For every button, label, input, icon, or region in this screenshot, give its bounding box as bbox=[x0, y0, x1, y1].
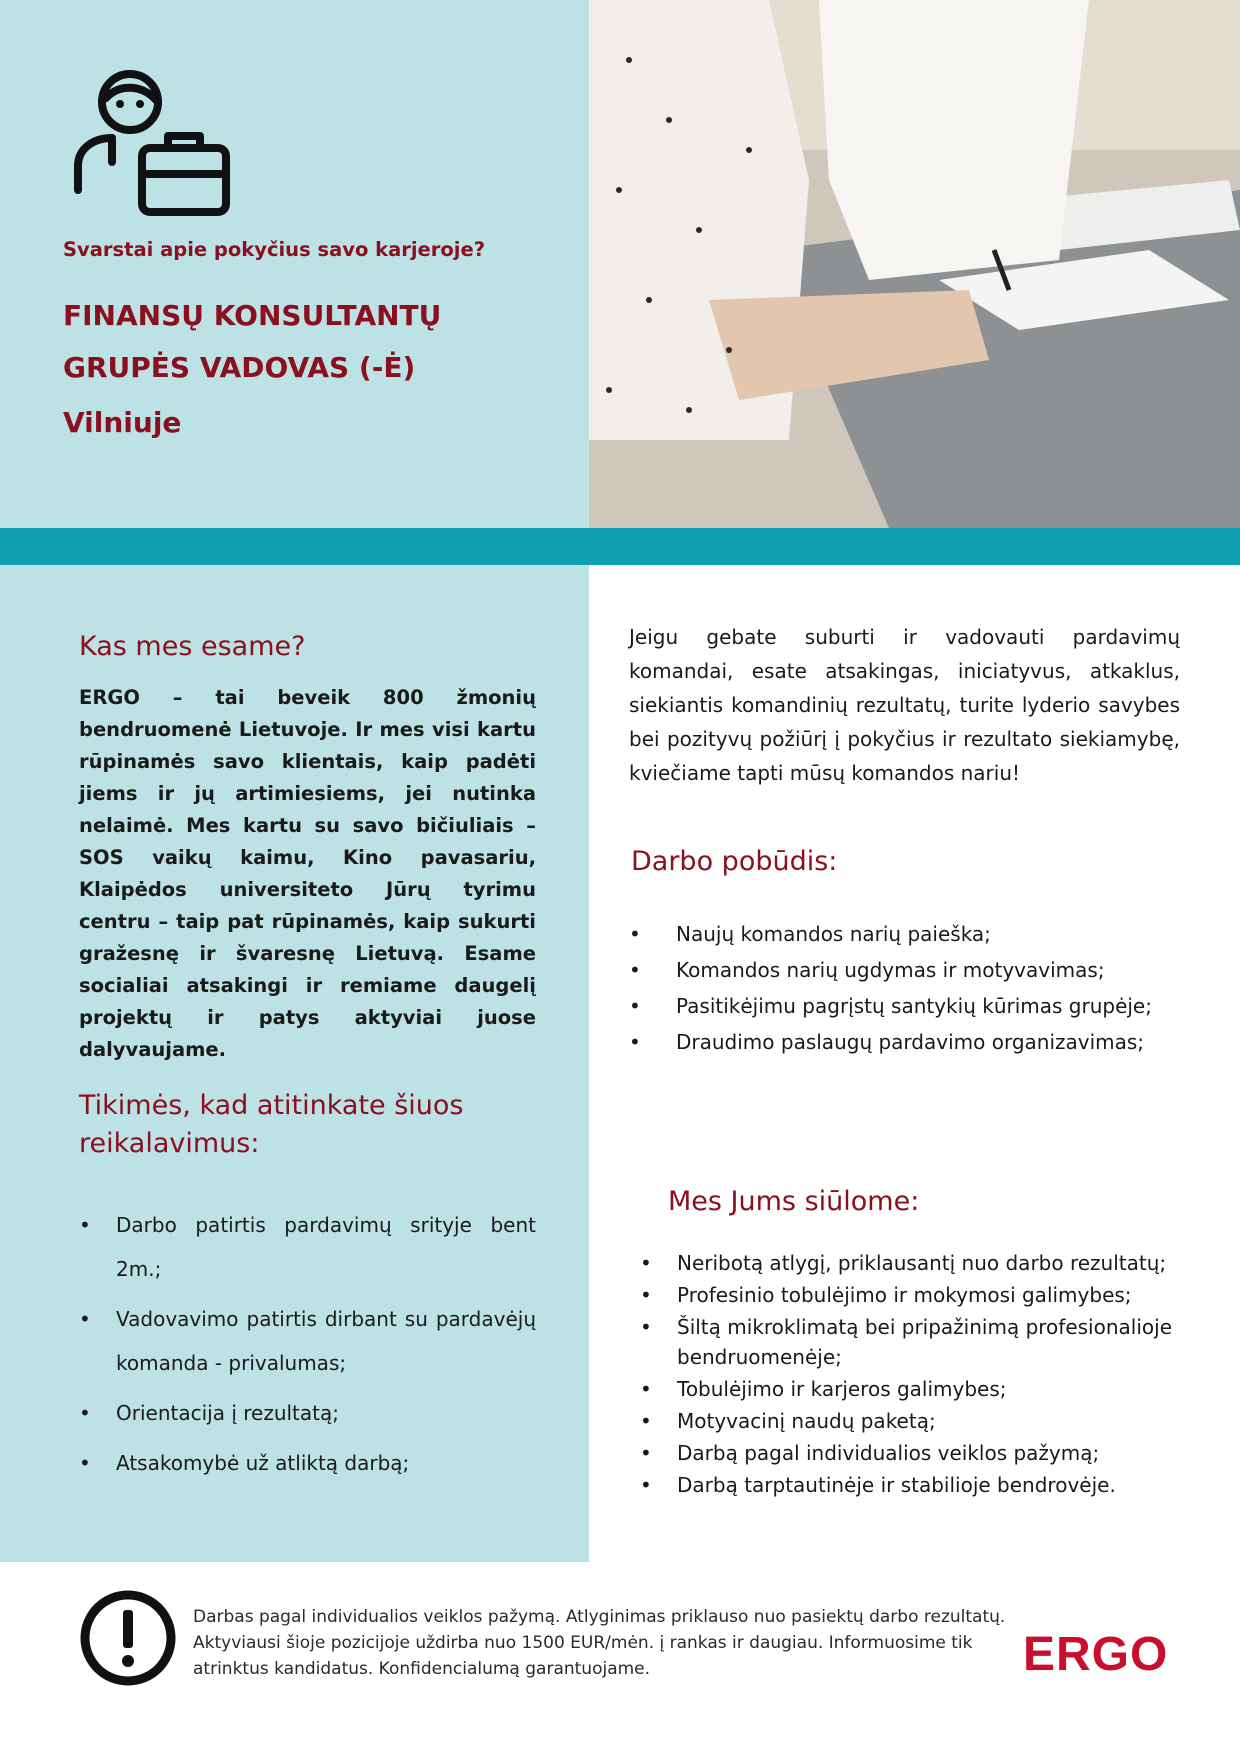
about-heading: Kas mes esame? bbox=[79, 631, 306, 662]
intro-text: Jeigu gebate suburti ir vadovauti pardavimų komandai, esate atsakingas, iniciatyvus, atkaklus, siekiantis komandinių rezultatų, turite lyderio savybes bei pozityvų požiūrį į pokyčius ir rezultato siekiamybę, kviečiame tapti mūsų komandos nariu! bbox=[629, 625, 1180, 785]
divider-band bbox=[0, 528, 1240, 565]
requirements-heading bbox=[79, 1087, 463, 1163]
ergo-logo: ERGO bbox=[1023, 1628, 1169, 1681]
job-title bbox=[63, 290, 441, 394]
kicker-text: Svarstai apie pokyčius savo karjeroje? bbox=[63, 238, 486, 261]
photo-illustration bbox=[589, 0, 1240, 528]
list-item: • Orientacija į rezultatą; bbox=[79, 1391, 536, 1435]
offer-heading: Mes Jums siūlome: bbox=[668, 1186, 920, 1217]
exclamation-circle-icon bbox=[78, 1588, 178, 1688]
footer-note: Darbas pagal individualios veiklos pažymą. Atlyginimas priklauso nuo pasiektų darbo rezultatų. Aktyviausi šioje pozicijoje uždirba nuo 1500 EUR/mėn. į rankas ir daugiau. Informuosime tik atrinktus kandidatus. Konfidencialumą garantuojame. bbox=[193, 1607, 1006, 1679]
list-item: • Naujų komandos narių paieška; bbox=[629, 917, 1180, 951]
list-item: • Komandos narių ugdymas ir motyvavimas; bbox=[629, 953, 1180, 987]
list-item: • Draudimo paslaugų pardavimo organizavimas; bbox=[629, 1025, 1180, 1059]
person-briefcase-icon bbox=[72, 62, 232, 222]
list-item: • Profesinio tobulėjimo ir mokymosi galimybes; bbox=[640, 1280, 1172, 1310]
list-item: • Tobulėjimo ir karjeros galimybes; bbox=[640, 1374, 1172, 1404]
list-item: • Neribotą atlygį, priklausantį nuo darbo rezultatų; bbox=[640, 1248, 1172, 1278]
duties-list bbox=[629, 917, 1180, 1061]
requirements-list bbox=[79, 1203, 536, 1491]
list-item: • Pasitikėjimu pagrįstų santykių kūrimas grupėje; bbox=[629, 989, 1180, 1023]
about-text: ERGO – tai beveik 800 žmonių bendruomenė Lietuvoje. Ir mes visi kartu rūpinamės savo klientais, kaip padėti jiems ir jų artimiesiems, jei nutinka nelaimė. Mes kartu su savo bičiuliais – SOS vaikų kaimu, Kino pavasariu, Klaipėdos universiteto Jūrų tyrimu centru – taip pat rūpinamės, kaip sukurti gražesnę ir švaresnę Lietuvą. Esame socialiai atsakingi ir remiame daugelį projektų ir patys aktyviai juose dalyvaujame. bbox=[79, 686, 536, 1061]
requirements-heading-line-1: Tikimės, kad atitinkate šiuos bbox=[79, 1090, 464, 1121]
requirements-heading-line-2: reikalavimus: bbox=[79, 1128, 260, 1159]
job-title-line-2: GRUPĖS VADOVAS (-Ė) bbox=[63, 351, 416, 384]
list-item: • Motyvacinį naudų paketą; bbox=[640, 1406, 1172, 1436]
list-item: • Darbo patirtis pardavimų srityje bent 2m.; bbox=[79, 1203, 536, 1291]
list-item: • Vadovavimo patirtis dirbant su pardavėjų komanda - privalumas; bbox=[79, 1297, 536, 1385]
list-item: • Darbą tarptautinėje ir stabilioje bendrovėje. bbox=[640, 1470, 1172, 1500]
duties-heading: Darbo pobūdis: bbox=[631, 846, 838, 877]
list-item: • Šiltą mikroklimatą bei pripažinimą profesionalioje bendruomenėje; bbox=[640, 1312, 1172, 1372]
list-item: • Darbą pagal individualios veiklos pažymą; bbox=[640, 1438, 1172, 1468]
hero-photo bbox=[589, 0, 1240, 528]
offer-list bbox=[640, 1248, 1172, 1502]
list-item: • Atsakomybė už atliktą darbą; bbox=[79, 1441, 536, 1485]
job-location: Vilniuje bbox=[63, 406, 182, 439]
job-title-line-1: FINANSŲ KONSULTANTŲ bbox=[63, 299, 442, 332]
